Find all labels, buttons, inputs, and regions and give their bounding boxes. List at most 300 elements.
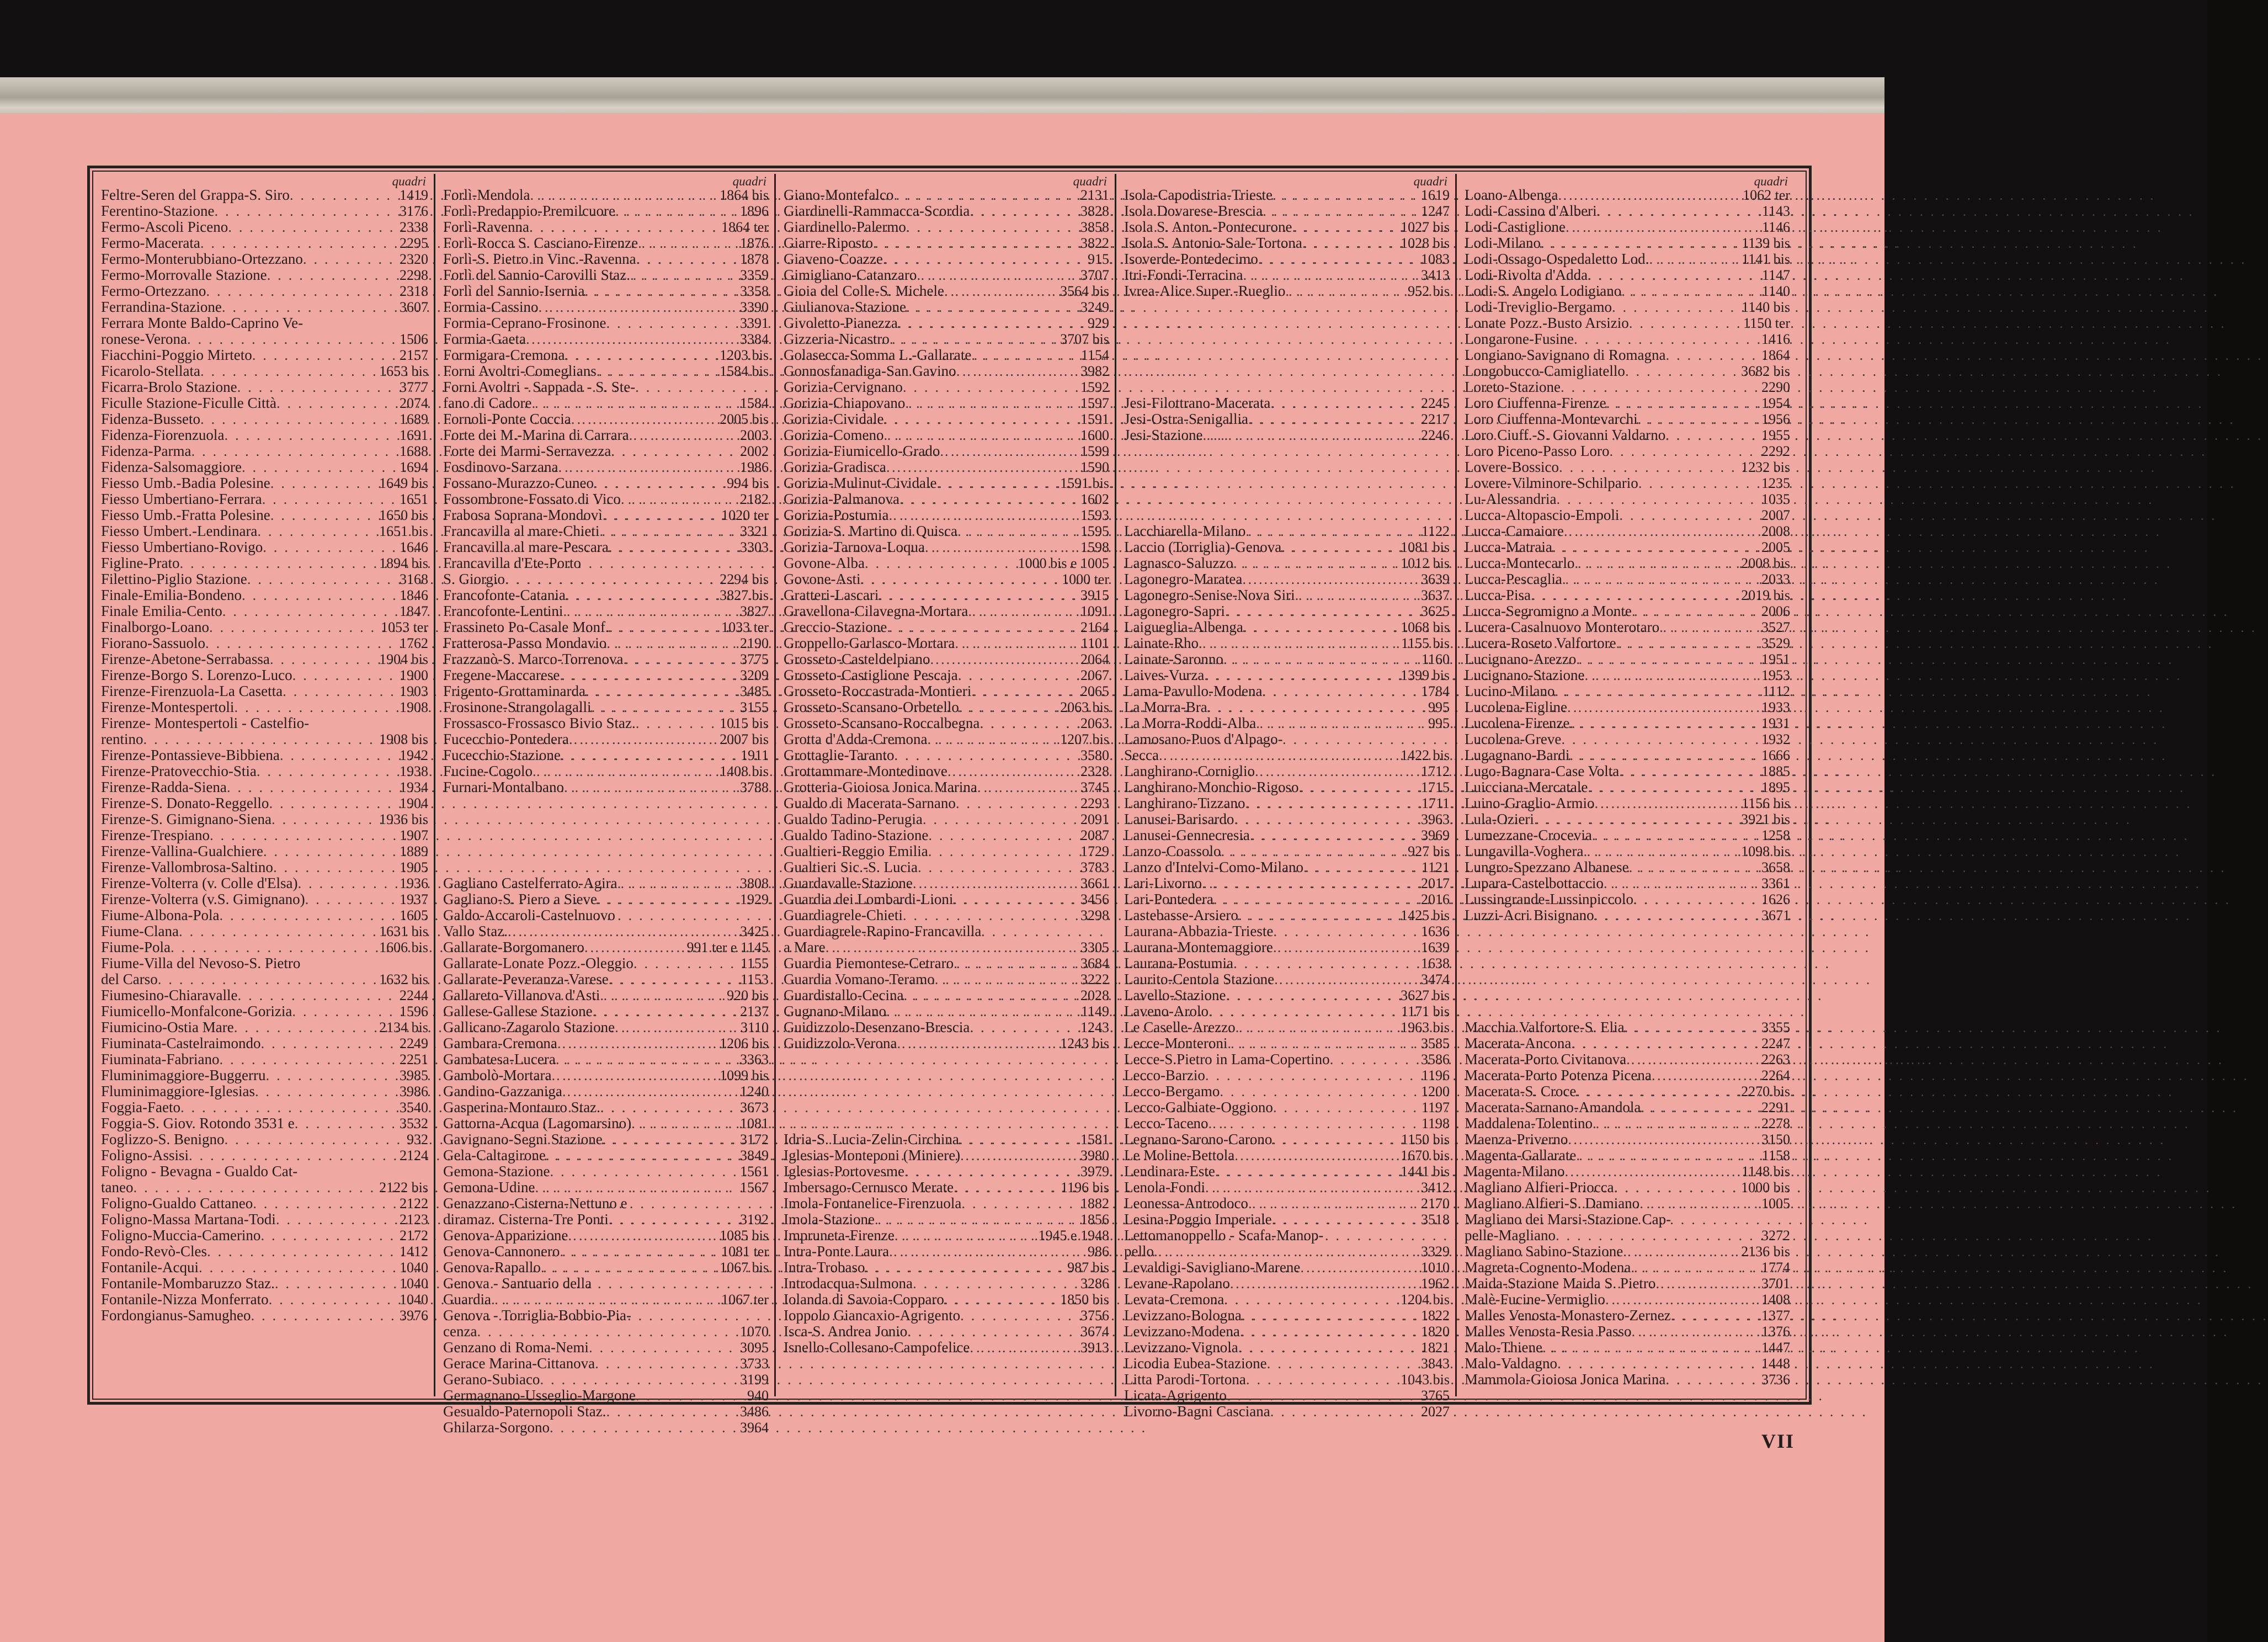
- index-entry: [443, 779, 769, 795]
- leader-dots: [1569, 747, 1759, 763]
- index-entry: [443, 667, 769, 683]
- index-entry: [101, 571, 428, 587]
- index-entry: [101, 939, 428, 955]
- route-name: Lugagnano-Bardi: [1465, 747, 1570, 763]
- route-name: Guardiagrele-Chieti: [784, 907, 903, 923]
- route-name: Levizzano-Modena: [1124, 1323, 1240, 1340]
- table-number: 3607: [400, 299, 428, 315]
- route-name: Gorizia-Mulinut-Cividale: [784, 475, 937, 491]
- table-number: 3849: [740, 1147, 769, 1163]
- route-name: Gualdo Tadino-Stazione: [784, 827, 929, 843]
- table-number: 1592: [1080, 379, 1109, 395]
- leader-dots: [1225, 603, 1419, 619]
- leader-dots: [206, 283, 397, 299]
- index-entry: [784, 539, 1109, 555]
- index-entry: [1124, 1195, 1450, 1211]
- leader-dots: [1619, 763, 1759, 779]
- leader-dots: [1629, 315, 1741, 331]
- table-number: 1377: [1761, 1308, 1790, 1324]
- leader-dots: [1659, 619, 1759, 635]
- route-name: Foligno-Muccia-Camerino: [101, 1227, 261, 1244]
- table-number: 1040: [400, 1292, 428, 1308]
- table-number: 3671: [1761, 907, 1790, 923]
- leader-dots: [1623, 1244, 1739, 1260]
- leader-dots: [636, 251, 738, 267]
- leader-dots: [1263, 203, 1419, 219]
- table-number: 1000 bis: [1741, 1179, 1790, 1195]
- leader-dots: [623, 651, 738, 667]
- leader-dots: [1230, 1276, 1419, 1292]
- table-number: 3321: [740, 523, 769, 539]
- table-number: 1639: [1421, 939, 1450, 955]
- leader-dots: [526, 331, 738, 347]
- route-name: pello: [1124, 1243, 1154, 1260]
- table-number: 2264: [1761, 1067, 1790, 1083]
- route-name: Luicciana-Mercatale: [1465, 779, 1588, 795]
- leader-dots: [1220, 1083, 1419, 1099]
- index-entry: [1124, 1292, 1450, 1308]
- route-name: Ghilarza-Sorgono: [443, 1419, 550, 1436]
- leader-dots: [237, 379, 397, 395]
- route-name: Genzano di Roma-Nemi: [443, 1339, 589, 1356]
- route-name: Fiesso Umb.-Badia Polesine: [101, 475, 270, 491]
- leader-dots: [883, 251, 1085, 267]
- leader-dots: [1619, 507, 1759, 523]
- table-number: 1932: [1761, 731, 1790, 747]
- leader-dots: [1233, 955, 1419, 971]
- leader-dots: [1245, 795, 1419, 811]
- index-entry: [1124, 667, 1450, 683]
- page-number: VII: [1761, 1430, 1795, 1452]
- table-number: 3707 bis: [1060, 331, 1109, 347]
- table-number: 1112: [1762, 683, 1790, 699]
- route-name: Gela-Caltagirone: [443, 1147, 546, 1163]
- route-name: Fontanile-Acqui: [101, 1259, 199, 1276]
- leader-dots: [263, 843, 397, 859]
- index-entry: [1124, 203, 1450, 219]
- index-entry: [784, 939, 1109, 955]
- index-entry: [443, 587, 769, 603]
- entry-list: [1465, 187, 1790, 1388]
- index-entry: [784, 1019, 1109, 1035]
- leader-dots: [143, 731, 377, 747]
- route-name: Fossano-Murazzo-Cuneo: [443, 475, 594, 491]
- leader-dots: [1566, 219, 1760, 235]
- table-number: 1784: [1421, 683, 1450, 699]
- leader-dots: [591, 699, 738, 715]
- route-name: Formia-Cassino: [443, 299, 539, 315]
- leader-dots: [1226, 987, 1398, 1003]
- index-entry: [443, 1179, 769, 1195]
- entry-list: [784, 187, 1109, 1356]
- table-number: 3361: [1761, 875, 1790, 891]
- route-name: Fornoli-Ponte Coccia: [443, 411, 571, 427]
- index-entry: [443, 1276, 769, 1292]
- table-number: 1033 ter: [721, 619, 769, 635]
- table-number: 1908 bis: [379, 731, 428, 747]
- index-entry: [101, 923, 428, 939]
- table-number: 3828: [1080, 203, 1109, 219]
- index-entry: [784, 843, 1109, 859]
- table-number: 1581: [1080, 1131, 1109, 1147]
- index-entry: [1465, 203, 1790, 219]
- table-number: 1876: [740, 235, 769, 251]
- index-entry: [101, 363, 428, 379]
- route-name: Forni Avoltri - Sappada - S. Ste-: [443, 379, 636, 395]
- table-number: 1864: [1761, 347, 1790, 363]
- spacer: [1465, 1003, 1790, 1019]
- index-entry: [443, 1356, 769, 1372]
- table-number: 1408: [1761, 1292, 1790, 1308]
- index-entry: [784, 699, 1109, 715]
- route-name: Firenze-Pontassieve-Bibbiena: [101, 747, 280, 763]
- leader-dots: [1273, 923, 1419, 939]
- table-number: 1933: [1761, 699, 1790, 715]
- route-name: Genova-Cannonero: [443, 1243, 560, 1260]
- leader-dots: [603, 1131, 738, 1147]
- route-name: Greccio-Stazione: [784, 619, 887, 635]
- index-entry: [443, 1195, 769, 1211]
- route-name: Firenze-Volterra (v.S. Gimignano): [101, 891, 305, 907]
- table-number: 1636: [1421, 923, 1450, 939]
- route-name: Gimigliano-Catanzaro: [784, 267, 917, 283]
- leader-dots: [200, 363, 377, 379]
- index-entry: [443, 939, 769, 955]
- leader-dots: [234, 699, 397, 715]
- index-entry: [101, 219, 428, 235]
- table-number: 1882: [1080, 1195, 1109, 1211]
- index-entry: [1124, 683, 1450, 699]
- index-entry: [784, 1195, 1109, 1211]
- table-number: 3305: [1080, 939, 1109, 955]
- leader-dots: [1616, 635, 1759, 651]
- table-number: 2134 bis: [379, 1019, 428, 1035]
- table-number: 1638: [1421, 955, 1450, 971]
- table-number: 1147: [1761, 267, 1790, 283]
- index-entry: [443, 1019, 769, 1035]
- route-name: Gerano-Subiaco: [443, 1371, 540, 1388]
- table-number: 3413: [1421, 267, 1450, 283]
- route-name: Malles Venosta-Resia Passo: [1465, 1323, 1632, 1340]
- leader-dots: [1246, 1372, 1398, 1388]
- table-number: 1155 bis: [1401, 635, 1450, 651]
- route-name: Genazzano-Cisterna-Nettuno e: [443, 1195, 627, 1211]
- leader-dots: [1604, 875, 1759, 891]
- leader-dots: [267, 267, 397, 283]
- leader-dots: [251, 1308, 397, 1324]
- route-name: Firenze-S. Gimignano-Siena: [101, 811, 271, 827]
- index-entry: [1465, 1147, 1790, 1163]
- index-entry: [1124, 1099, 1450, 1115]
- index-entry: [784, 811, 1109, 827]
- leader-dots: [1629, 859, 1759, 875]
- leader-dots: [219, 1051, 397, 1067]
- index-entry: [1124, 1211, 1450, 1227]
- index-entry: [101, 859, 428, 875]
- spacer: [1124, 443, 1450, 523]
- column-header: quadri: [732, 174, 766, 188]
- leader-dots: [944, 283, 1058, 299]
- table-number: 1599: [1080, 443, 1109, 459]
- leader-dots: [1631, 1324, 1759, 1340]
- index-entry: [1124, 811, 1450, 827]
- route-name: Magliano Sabino-Stazione: [1465, 1243, 1623, 1260]
- index-entry: [101, 411, 428, 427]
- route-name: Gonnosfanadiga-San Gavino: [784, 363, 956, 379]
- index-entry: [1465, 395, 1790, 411]
- index-entry: [443, 1324, 769, 1340]
- table-number: 2246: [1421, 427, 1450, 443]
- index-entry: [101, 491, 428, 507]
- table-number: 1200: [1421, 1083, 1450, 1099]
- table-number: 1197: [1421, 1099, 1450, 1115]
- leader-dots: [276, 395, 397, 411]
- leader-dots: [200, 411, 397, 427]
- leader-dots: [954, 1179, 1058, 1195]
- route-name: Gorizia-Comeno: [784, 427, 884, 443]
- table-number: 2338: [400, 219, 428, 235]
- table-number: 2320: [400, 251, 428, 267]
- table-number: 1067 ter: [721, 1292, 769, 1308]
- table-number: 1864 ter: [721, 219, 769, 235]
- table-number: 1081: [740, 1115, 769, 1131]
- leader-dots: [1256, 715, 1426, 731]
- route-name: Imola-Stazione: [784, 1211, 875, 1227]
- route-name: Langhirano-Corniglio: [1124, 763, 1255, 779]
- index-entry: [443, 523, 769, 539]
- route-name: Guardia Vomano-Teramo: [784, 971, 935, 987]
- index-entry: [1124, 699, 1450, 715]
- route-name: Fluminimaggiore-Iglesias: [101, 1083, 255, 1099]
- leader-dots: [1631, 1260, 1759, 1276]
- table-number: 1653 bis: [379, 363, 428, 379]
- table-number: 1419: [400, 187, 428, 203]
- leader-dots: [541, 1260, 717, 1276]
- route-name: Lanusei-Gennecresia: [1124, 827, 1250, 843]
- leader-dots: [477, 1324, 738, 1340]
- index-entry: [1465, 1308, 1790, 1324]
- route-name: Longobucco-Camigliatello: [1465, 363, 1625, 379]
- table-number: 1670 bis: [1401, 1147, 1450, 1163]
- route-name: Langhirano-Tizzano: [1124, 795, 1245, 811]
- index-entry: [1465, 827, 1790, 843]
- index-entry: [784, 747, 1109, 763]
- route-name: Golasecca-Somma L.-Gallarate: [784, 347, 972, 363]
- table-number: 3979: [1080, 1163, 1109, 1179]
- index-entry: [101, 907, 428, 923]
- index-entry: [784, 987, 1109, 1003]
- route-name: Lucca-Camaiore: [1465, 523, 1564, 539]
- leader-dots: [1671, 1308, 1759, 1324]
- route-name: Guardia dei Lombardi-Lioni: [784, 891, 954, 907]
- index-entry: [1465, 891, 1790, 907]
- route-name: Frabosa Soprana-Mondovì: [443, 507, 603, 523]
- route-name: Francavilla d'Ete-Porto: [443, 555, 582, 571]
- leader-dots: [529, 219, 719, 235]
- leader-dots: [1233, 555, 1398, 571]
- index-entry: [784, 955, 1109, 971]
- table-number: 3474: [1421, 971, 1450, 987]
- table-number: 1691: [400, 427, 428, 443]
- table-number: 1425 bis: [1401, 907, 1450, 923]
- index-entry: [443, 1227, 769, 1244]
- index-entry: [101, 1035, 428, 1051]
- table-number: 1584: [740, 395, 769, 411]
- index-entry: [1124, 651, 1450, 667]
- table-number: 1963 bis: [1401, 1019, 1450, 1035]
- index-entry: [1465, 1372, 1790, 1388]
- leader-dots: [1300, 1260, 1419, 1276]
- leader-dots: [1541, 235, 1739, 251]
- table-number: 2122: [400, 1195, 428, 1211]
- route-name: diramaz. Cisterna-Tre Ponti: [443, 1211, 609, 1227]
- leader-dots: [290, 187, 397, 203]
- index-entry: [784, 795, 1109, 811]
- route-name: Fiesso Umbertiano-Rovigo: [101, 539, 263, 555]
- index-entry: [1124, 763, 1450, 779]
- index-entry: [1124, 635, 1450, 651]
- route-name: Gerace Marina-Cittanova: [443, 1355, 595, 1372]
- index-entry: [1124, 795, 1450, 811]
- leader-dots: [1665, 347, 1759, 363]
- index-entry: [784, 283, 1109, 299]
- index-entry: [1465, 1340, 1790, 1356]
- table-number: 2007 bis: [720, 731, 769, 747]
- index-entry: [1124, 523, 1450, 539]
- route-name: Iglesias-Portovesme: [784, 1163, 904, 1179]
- leader-dots: [631, 1115, 738, 1131]
- leader-dots: [953, 891, 1078, 907]
- leader-dots: [621, 491, 738, 507]
- index-entry: [443, 619, 769, 635]
- leader-dots: [1557, 1356, 1759, 1372]
- table-number: 1894 bis: [379, 555, 428, 571]
- index-entry: [443, 1404, 769, 1420]
- route-name: Laurana-Postumia: [1124, 955, 1233, 971]
- route-name: Guardia: [443, 1291, 491, 1308]
- table-number: 1591: [1080, 411, 1109, 427]
- spacer: [443, 795, 769, 875]
- leader-dots: [265, 1067, 397, 1083]
- table-number: 1931: [1761, 715, 1790, 731]
- index-entry: [1465, 1227, 1790, 1244]
- leader-dots: [1272, 1211, 1419, 1227]
- route-name: Laurana-Abbazia-Trieste: [1124, 923, 1274, 939]
- leader-dots: [1248, 411, 1419, 427]
- index-entry: [1465, 651, 1790, 667]
- index-entry: [101, 603, 428, 619]
- table-number: 3775: [740, 651, 769, 667]
- route-name: Firenze-Trespiano: [101, 827, 210, 843]
- route-name: Fossombrone-Fossato di Vico: [443, 491, 621, 507]
- index-entry: [443, 443, 769, 459]
- table-number: 1150 ter: [1743, 315, 1790, 331]
- leader-dots: [956, 363, 1078, 379]
- leader-dots: [508, 923, 738, 939]
- leader-dots: [253, 1195, 397, 1211]
- table-number: 2170: [1421, 1195, 1450, 1211]
- index-column-1: [93, 174, 434, 1396]
- table-number: 1399 bis: [1401, 667, 1450, 683]
- index-entry: [443, 891, 769, 907]
- leader-dots: [629, 427, 738, 443]
- route-name: Gavignano-Segni Stazione: [443, 1131, 603, 1147]
- table-number: 2131: [1080, 187, 1109, 203]
- table-number: 1000 ter: [1062, 571, 1109, 587]
- leader-dots: [597, 363, 717, 379]
- index-entry: [1465, 811, 1790, 827]
- table-number: 2027: [1421, 1404, 1450, 1420]
- leader-dots: [633, 955, 738, 971]
- leader-dots: [1564, 1163, 1739, 1179]
- index-entry: [784, 571, 1109, 587]
- leader-dots: [556, 1051, 738, 1067]
- table-number: 3390: [740, 299, 769, 315]
- route-name: Gorizia-Fiumicello-Grado: [784, 443, 940, 459]
- leader-dots: [879, 587, 1078, 603]
- route-name: Figline-Prato: [101, 555, 180, 571]
- leader-dots: [237, 987, 397, 1003]
- leader-dots: [913, 875, 1078, 891]
- route-name: Fermo-Monterubbiano-Ortezzano: [101, 251, 303, 267]
- route-name: Firenze-Firenzuola-La Casetta: [101, 683, 283, 699]
- index-entry: [784, 891, 1109, 907]
- route-name: Ivrea-Alice Super.-Rueglio: [1124, 283, 1286, 299]
- route-name: Forte dei M.-Marina di Carrara: [443, 427, 629, 443]
- index-entry: [443, 427, 769, 443]
- leader-dots: [560, 1244, 719, 1260]
- table-number: 1062 ter: [1743, 187, 1790, 203]
- table-number: 3982: [1080, 363, 1109, 379]
- table-number: 1258: [1761, 827, 1790, 843]
- table-number: 1956: [1761, 411, 1790, 427]
- route-name: Lonate Pozz.-Busto Arsizio: [1465, 315, 1629, 331]
- spacer: [1124, 379, 1450, 395]
- leader-dots: [1639, 1195, 1759, 1211]
- table-number: 1904: [400, 795, 428, 811]
- route-name: Lovere-Bossico: [1465, 459, 1559, 475]
- index-entry: [1465, 443, 1790, 459]
- leader-dots: [905, 395, 1078, 411]
- table-number: 1081 ter: [721, 1244, 769, 1260]
- index-entry: [1124, 1388, 1450, 1404]
- route-name: Litta Parodi-Tortona: [1124, 1371, 1246, 1388]
- table-number: 2318: [400, 283, 428, 299]
- leader-dots: [907, 1324, 1078, 1340]
- index-entry: [443, 459, 769, 475]
- leader-dots: [961, 1195, 1078, 1211]
- route-name: Fidenza-Fiorenzuola: [101, 427, 225, 443]
- table-number: 3586: [1421, 1051, 1450, 1067]
- index-entry: [1465, 731, 1790, 747]
- route-name: Galdo-Accaroli-Castelnuovo: [443, 907, 615, 923]
- leader-dots: [1273, 187, 1419, 203]
- index-entry: [784, 459, 1109, 475]
- route-name: Firenze-Vallina-Gualchiere: [101, 843, 263, 859]
- leader-dots: [904, 1163, 1078, 1179]
- route-name: Fiorano-Sassuolo: [101, 635, 205, 651]
- leader-dots: [585, 683, 738, 699]
- table-number: 2263: [1761, 1051, 1790, 1067]
- table-number: 927 bis: [1408, 843, 1450, 859]
- route-name: Longarone-Fusine: [1465, 331, 1574, 347]
- route-name: Frigento-Grottaminarda: [443, 683, 585, 699]
- table-number: 1885: [1761, 763, 1790, 779]
- leader-dots: [936, 475, 1058, 491]
- table-number: 1040: [400, 1260, 428, 1276]
- route-name: Lecce-S.Pietro in Lama-Copertino: [1124, 1051, 1330, 1067]
- leader-dots: [611, 443, 738, 459]
